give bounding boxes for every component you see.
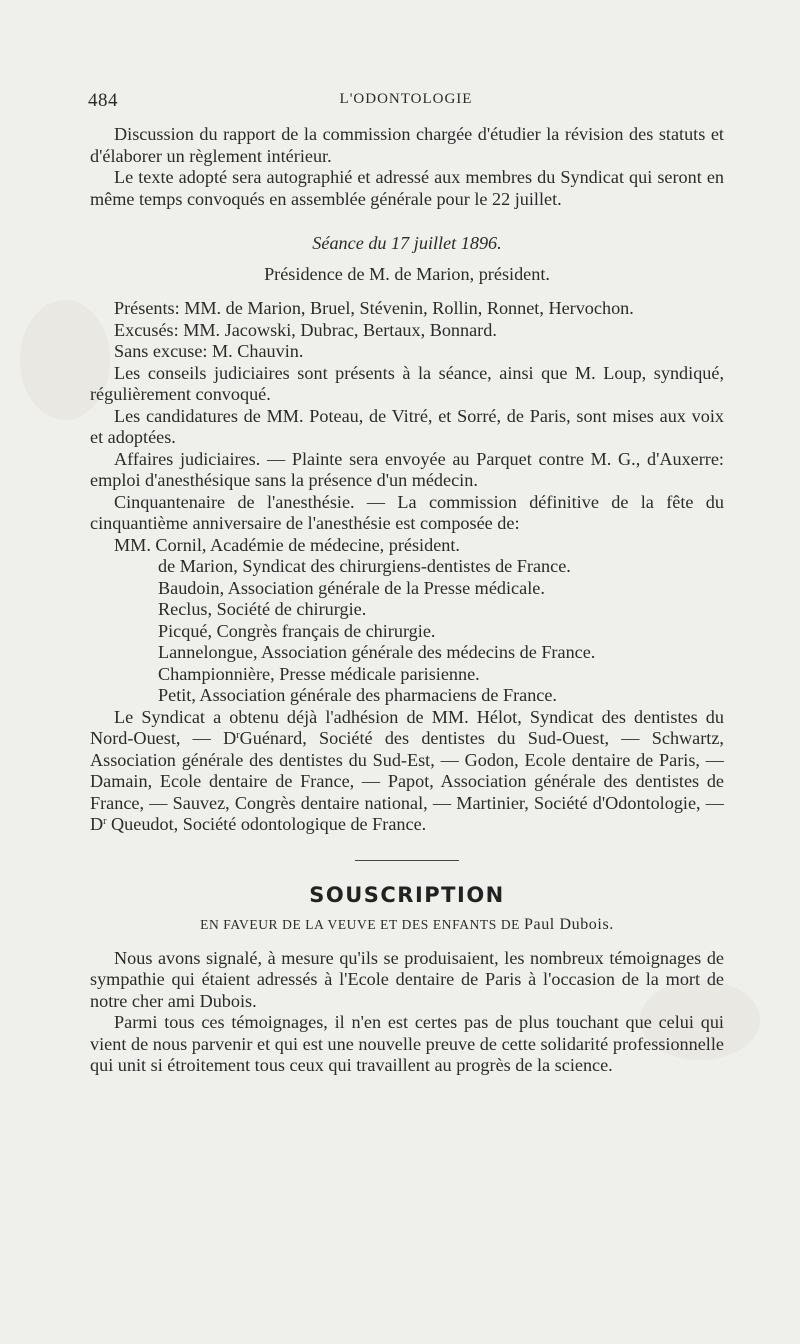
paragraph-excuses: Excusés: MM. Jacowski, Dubrac, Bertaux, Bonnard. <box>114 319 497 340</box>
paragraph-souscription-1: Nous avons signalé, à mesure qu'ils se produisaient, les nombreux témoignages de sympathie qui étaient adressés à l'Ecole dentaire de Paris à l'occasion de la mort de notre cher ami Dubois. <box>90 947 724 1011</box>
journal-title: L'ODONTOLOGIE <box>339 91 473 107</box>
paragraph-conseils: Les conseils judiciaires sont présents à la séance, ainsi que M. Loup, syndiqué, régulièrement convoqué. <box>90 362 724 404</box>
page-body <box>90 124 724 1077</box>
commission-member: de Marion, Syndicat des chirurgiens-dentistes de France. <box>158 556 571 576</box>
presidence-line: Présidence de M. de Marion, président. <box>264 263 550 284</box>
commission-member: MM. Cornil, Académie de médecine, président. <box>114 534 460 555</box>
paragraph-cinquantenaire: Cinquantenaire de l'anesthésie. — La commission définitive de la fête du cinquantième anniversaire de l'anesthésie est composée de: <box>90 491 724 533</box>
paragraph-sans-excuse: Sans excuse: M. Chauvin. <box>114 341 304 361</box>
commission-member: Lannelongue, Association générale des médecins de France. <box>158 642 596 662</box>
seance-heading <box>90 233 724 255</box>
commission-member: Reclus, Société de chirurgie. <box>158 599 367 619</box>
page-header <box>88 90 724 114</box>
section-subtitle <box>90 914 724 936</box>
paragraph-adhesion <box>90 707 724 836</box>
paragraph-souscription-2: Parmi tous ces témoignages, il n'en est certes pas de plus touchant que celui qui vient de nous parvenir et qui est une nouvelle preuve de cette solidarité professionnelle qui unit si étroitement tous ceux qui travaillent au progrès de la science. <box>90 1012 724 1075</box>
paragraph-candidatures: Les candidatures de MM. Poteau, de Vitré, et Sorré, de Paris, sont mises aux voix et adoptées. <box>90 405 724 447</box>
commission-member: Baudoin, Association générale de la Presse médicale. <box>158 577 545 598</box>
commission-member: Petit, Association générale des pharmaciens de France. <box>158 685 557 705</box>
section-subtitle-text: EN FAVEUR DE LA VEUVE ET DES ENFANTS DE <box>200 917 521 932</box>
adhesion-text-2: Guénard, Société des dentistes du Sud-Ouest, — Schwartz, Association générale des dentistes du Sud-Est, — Godon, Ecole dentaire de Paris, — Damain, Ecole dentaire de France, — Papot, Association générale des dentistes de France, — Sauvez, Congrès dentaire national, — Martinier, Société d'Odontologie, — D <box>90 728 724 834</box>
paragraph-discussion: Discussion du rapport de la commission chargée d'étudier la révision des statuts et d'élaborer un règlement intérieur. <box>90 124 724 166</box>
page-number: 484 <box>88 90 118 111</box>
paragraph-texte-adopte: Le texte adopté sera autographié et adressé aux membres du Syndicat qui seront en même temps convoqués en assemblée générale pour le 22 juillet. <box>90 167 724 209</box>
commission-member-list <box>90 535 724 707</box>
section-divider <box>355 860 459 861</box>
adhesion-text-1: Le Syndicat a obtenu déjà l'adhésion de MM. Hélot, Syndicat des dentistes du Nord-Ouest, — D <box>90 706 724 748</box>
section-subtitle-name: Paul Dubois. <box>524 916 614 933</box>
commission-member: Championnière, Presse médicale parisienne. <box>158 663 480 684</box>
superscript-r: r <box>236 730 240 741</box>
commission-member: Picqué, Congrès français de chirurgie. <box>158 620 436 641</box>
paragraph-affaires: Affaires judiciaires. — Plainte sera envoyée au Parquet contre M. G., d'Auxerre: emploi d'anesthésique sans la présence d'un médecin. <box>90 448 724 490</box>
seance-heading-text: Séance du 17 juillet 1896. <box>312 233 502 253</box>
superscript-r: r <box>103 816 107 827</box>
adhesion-text-3: Queudot, Société odontologique de France. <box>106 814 427 834</box>
paragraph-presents: Présents: MM. de Marion, Bruel, Stévenin, Rollin, Ronnet, Hervochon. <box>114 298 634 318</box>
section-title: SOUSCRIPTION <box>309 882 505 907</box>
